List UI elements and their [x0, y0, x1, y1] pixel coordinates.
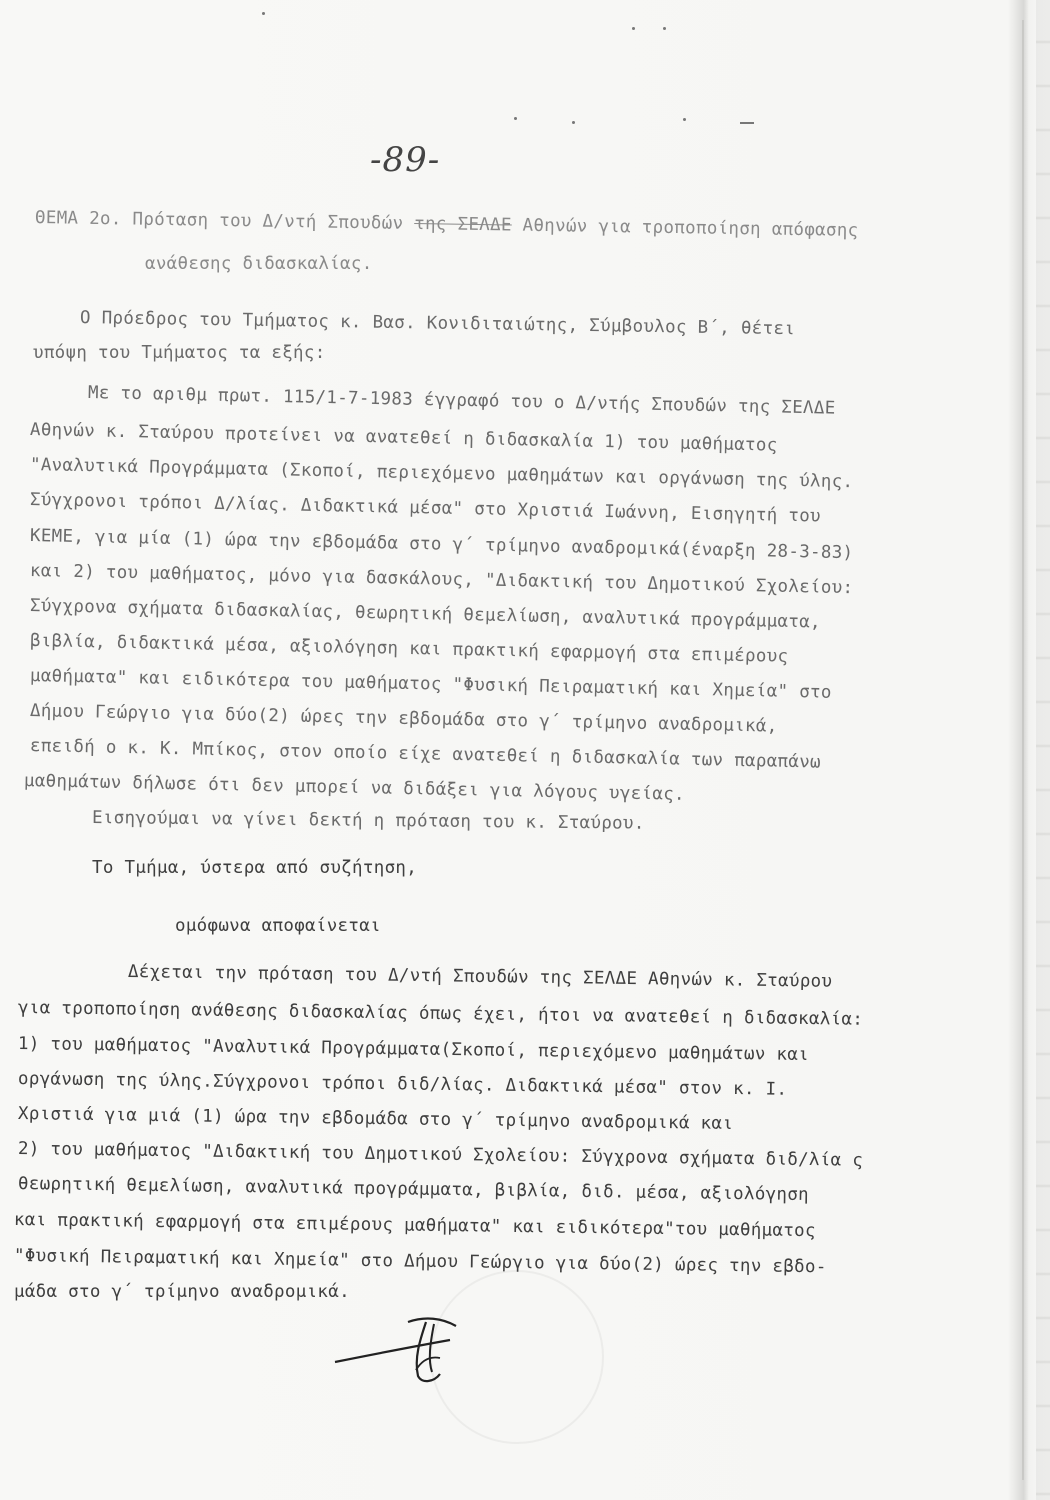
recommendation: Εισηγούμαι να γίνει δεκτή η πρόταση του κ. Σταύρου.	[91, 808, 645, 834]
body-line: Με το αριθμ πρωτ. 115/1-7-1983 έγγραφό του ο Δ/ντής Σπουδών της ΣΕΛΔΕ	[87, 383, 836, 419]
signature	[330, 1300, 470, 1390]
page-edge-strip	[1036, 0, 1050, 1500]
subject-line-2: ανάθεσης διδασκαλίας.	[145, 254, 373, 274]
decision-line: οργάνωση της ύλης.Σύγχρονοι τρόποι διδ/λίας. Διδακτικά μέσα" στον κ. Ι.	[17, 1069, 788, 1100]
binding-edge	[1022, 20, 1024, 1480]
body-line: Αθηνών κ. Σταύρου προτείνει να ανατεθεί η διδασκαλία 1) του μαθήματος	[29, 420, 778, 456]
decision-line: 1) του μαθήματος "Αναλυτικά Προγράμματα(Σκοποί, περιεχόμενο μαθημάτων και	[17, 1034, 810, 1066]
decision-line: Δέχεται την πρόταση του Δ/ντή Σπουδών της ΣΕΛΔΕ Αθηνών κ. Σταύρου	[127, 962, 833, 992]
body-line: και 2) του μαθήματος, μόνο για δασκάλους, "Διδακτική του Δημοτικού Σχολείου:	[29, 561, 854, 599]
body-line: Σύγχρονα σχήματα διδασκαλίας, θεωρητική θεμελίωση, αναλυτικά προγράμματα,	[29, 596, 822, 633]
body-line: μαθημάτων δήλωσε ότι δεν μπορεί να διδάξει για λόγους υγείας.	[23, 771, 686, 805]
discussion: Το Τμήμα, ύστερα από συζήτηση,	[92, 858, 418, 878]
body-line: ΚΕΜΕ, για μία (1) ώρα την εβδομάδα στο γ΄ τρίμηνο αναδρομικά(έναρξη 28-3-83)	[29, 526, 854, 564]
decision-line: μάδα στο γ΄ τρίμηνο αναδρομικά.	[14, 1282, 350, 1302]
subject-struck-text: της ΣΕΛΔΕ	[414, 213, 512, 236]
intro-line-2: υπόψη του Τμήματος τα εξής:	[33, 343, 326, 363]
body-line: μαθήματα" και ειδικότερα του μαθήματος "Φυσική Πειραματική και Χημεία" στο	[29, 666, 832, 703]
decision-line: και πρακτική εφαρμογή στα επιμέρους μαθήματα" και ειδικότερα"του μαθήματος	[13, 1210, 816, 1242]
body-line: "Αναλυτικά Προγράμματα (Σκοποί, περιεχόμενο μαθημάτων και οργάνωση της ύλης.	[29, 455, 854, 493]
page-number: -89-	[370, 140, 441, 180]
body-line: Σύγχρονοι τρόποι Δ/λίας. Διδακτικά μέσα" στο Χριστιά Ιωάννη, Εισηγητή του	[29, 490, 822, 527]
decision-line: Χριστιά για μιά (1) ώρα την εβδομάδα στο γ΄ τρίμηνο αναδρομικά και	[17, 1104, 734, 1134]
subject-suffix: Αθηνών για τροποποίηση απόφασης	[522, 215, 859, 241]
body-line: Δήμου Γεώργιο για δύο(2) ώρες την εβδομάδα στο γ΄ τρίμηνο αναδρομικά,	[29, 701, 778, 737]
decision-line: "Φυσική Πειραματική και Χημεία" στο Δήμου Γεώργιο για δύο(2) ώρες την εβδο-	[13, 1246, 827, 1278]
intro-line-1: Ο Πρόεδρος του Τμήματος κ. Βασ. Κονιδιταιώτης, Σύμβουλος Β΄, θέτει	[79, 308, 796, 340]
decision-line: θεωρητική θεμελίωση, αναλυτικά προγράμματα, βιβλία, διδ. μέσα, αξιολόγηση	[17, 1174, 810, 1206]
body-line: επειδή ο κ. Κ. Μπίκος, στον οποίο είχε ανατεθεί η διδασκαλία των παραπάνω	[29, 736, 822, 773]
body-line: βιβλία, διδακτικά μέσα, αξιολόγηση και πρακτική εφαρμογή στα επιμέρους	[29, 631, 789, 667]
subject-line-1	[35, 208, 859, 241]
decision-line: 2) του μαθήματος "Διδακτική του Δημοτικού Σχολείου: Σύγχρονα σχήματα διδ/λία ς	[17, 1139, 864, 1171]
decision-heading: ομόφωνα αποφαίνεται	[175, 916, 381, 936]
subject-prefix: ΘΕΜΑ 2ο. Πρόταση του Δ/ντή Σπουδών	[34, 208, 404, 234]
decision-line: για τροποποίηση ανάθεσης διδασκαλίας όπως έχει, ήτοι να ανατεθεί η διδασκαλία:	[17, 998, 864, 1030]
